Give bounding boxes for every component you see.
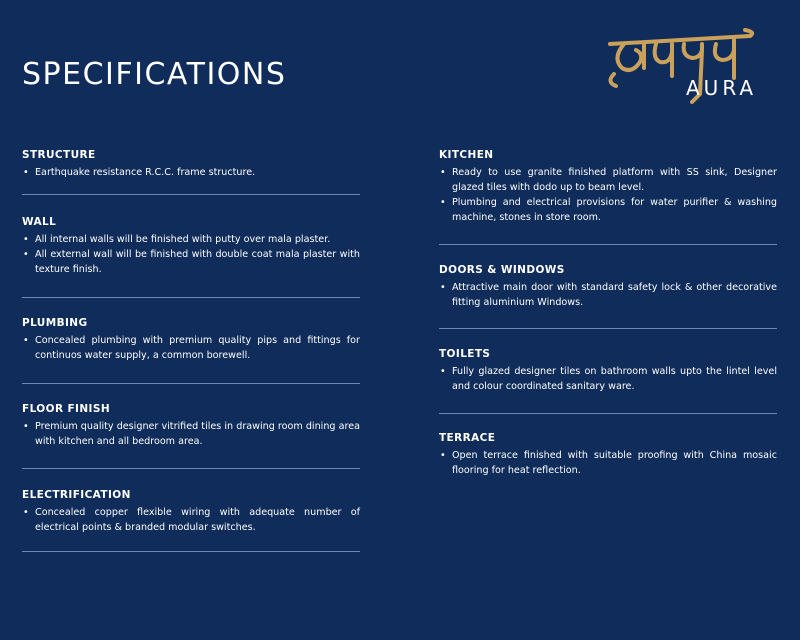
list-item: • Fully glazed designer tiles on bathroom walls upto the lintel level and colour coordinated sanitary ware. <box>439 364 777 394</box>
section-title: TOILETS <box>439 348 491 360</box>
list-item: • Premium quality designer vitrified tiles in drawing room dining area with kitchen and all bedroom area. <box>22 419 360 449</box>
section-floor-finish <box>22 403 360 449</box>
section-wall <box>22 216 360 277</box>
section-title: DOORS & WINDOWS <box>439 264 565 276</box>
divider <box>22 194 360 195</box>
section-structure <box>22 149 360 180</box>
list-item: • Earthquake resistance R.C.C. frame structure. <box>22 165 360 180</box>
section-terrace <box>439 432 777 478</box>
list-item: • Open terrace finished with suitable proofing with China mosaic flooring for heat reflection. <box>439 448 777 478</box>
section-kitchen <box>439 149 777 225</box>
divider <box>439 244 777 245</box>
divider <box>22 468 360 469</box>
section-toilets <box>439 348 777 394</box>
section-title: TERRACE <box>439 432 496 444</box>
section-title: KITCHEN <box>439 149 494 161</box>
section-doors-windows <box>439 264 777 310</box>
list-item: • Plumbing and electrical provisions for water purifier & washing machine, stones in store room. <box>439 195 777 225</box>
list-item: • Concealed plumbing with premium quality pips and fittings for continuos water supply, a common borewell. <box>22 333 360 363</box>
divider <box>439 328 777 329</box>
section-plumbing <box>22 317 360 363</box>
section-title: PLUMBING <box>22 317 88 329</box>
divider <box>22 297 360 298</box>
divider <box>22 551 360 552</box>
page-title: SPECIFICATIONS <box>22 57 287 92</box>
section-title: STRUCTURE <box>22 149 96 161</box>
divider <box>439 413 777 414</box>
list-item: • Attractive main door with standard safety lock & other decorative fitting aluminium Windows. <box>439 280 777 310</box>
brand-aura-text: AURA <box>686 76 758 100</box>
list-item: • All internal walls will be finished with putty over mala plaster. <box>22 232 360 247</box>
section-electrification <box>22 489 360 535</box>
list-item: • Ready to use granite finished platform with SS sink, Designer glazed tiles with dodo up to beam level. <box>439 165 777 195</box>
list-item: • Concealed copper flexible wiring with adequate number of electrical points & branded modular switches. <box>22 505 360 535</box>
section-title: FLOOR FINISH <box>22 403 111 415</box>
divider <box>22 383 360 384</box>
brand-logo <box>600 22 770 106</box>
list-item: • All external wall will be finished with double coat mala plaster with texture finish. <box>22 247 360 277</box>
section-title: WALL <box>22 216 57 228</box>
section-title: ELECTRIFICATION <box>22 489 131 501</box>
